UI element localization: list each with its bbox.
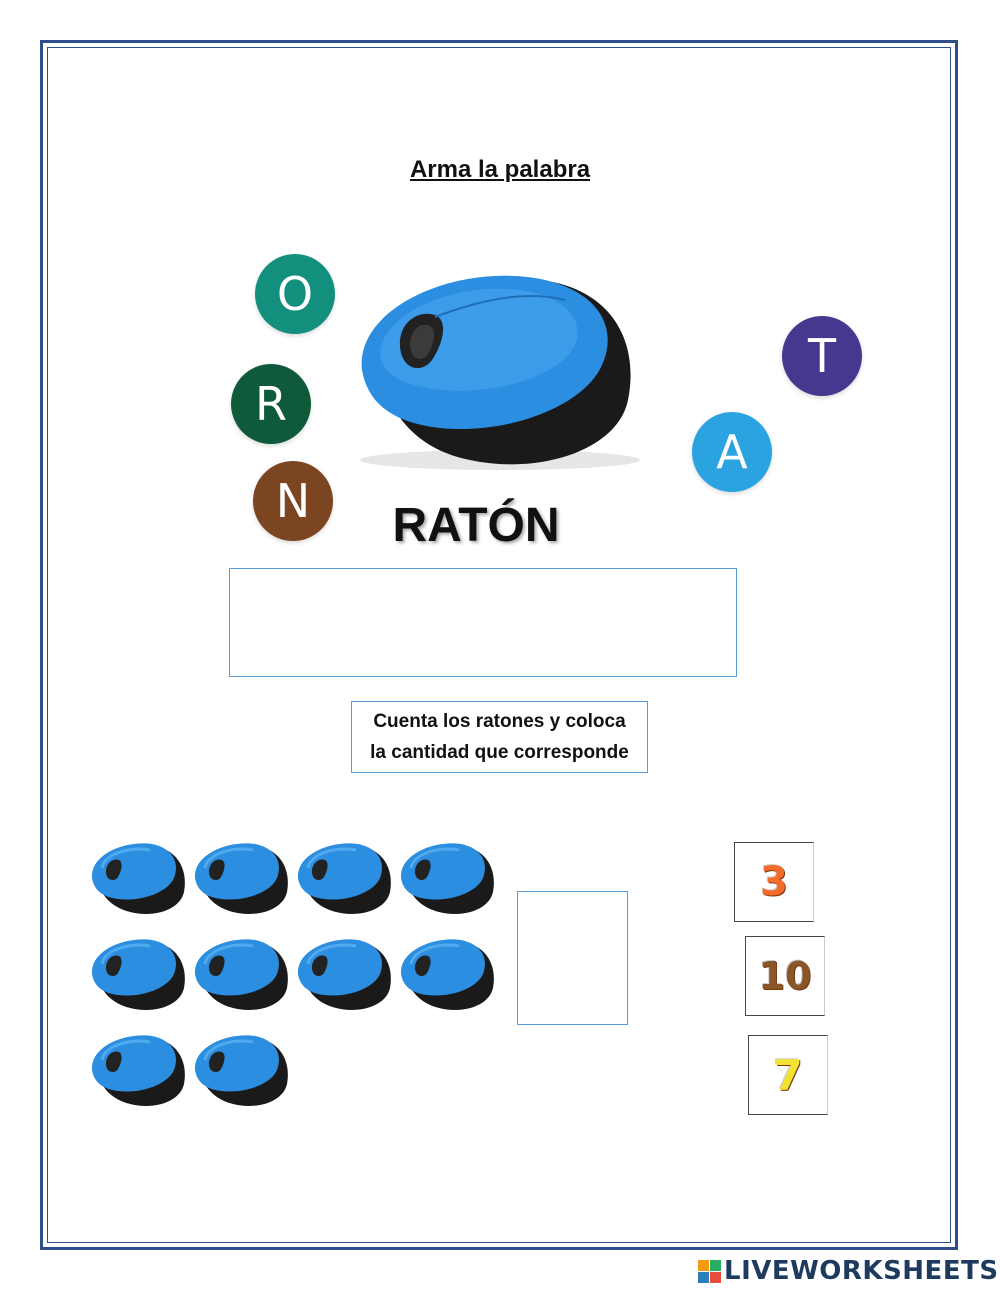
- computer-mouse-image: [340, 260, 650, 480]
- letter-label: O: [276, 267, 314, 321]
- letter-circle-a[interactable]: [692, 412, 772, 492]
- brand-logo-icon: [698, 1260, 721, 1283]
- small-mouse-icon: [397, 840, 497, 918]
- small-mouse-icon: [88, 840, 188, 918]
- letter-circle-n[interactable]: [253, 461, 333, 541]
- instruction-line-1: Cuenta los ratones y coloca: [373, 711, 626, 732]
- small-mouse-icon: [191, 1032, 291, 1110]
- small-mouse-icon: [88, 1032, 188, 1110]
- small-mouse-icon: [294, 840, 394, 918]
- letter-label: R: [255, 377, 287, 431]
- small-mouse-icon: [88, 936, 188, 1014]
- instruction-box: [351, 701, 648, 773]
- count-answer-box[interactable]: [517, 891, 628, 1025]
- word-answer-box[interactable]: [229, 568, 737, 677]
- brand-name: LIVEWORKSHEETS: [724, 1256, 999, 1286]
- small-mouse-icon: [294, 936, 394, 1014]
- target-word: RATÓN: [392, 499, 560, 552]
- letter-label: N: [275, 474, 311, 528]
- number-option-3[interactable]: [734, 842, 814, 922]
- small-mouse-icon: [191, 840, 291, 918]
- letter-circle-r[interactable]: [231, 364, 311, 444]
- small-mouse-icon: [191, 936, 291, 1014]
- small-mouse-icon: [397, 936, 497, 1014]
- letter-circle-t[interactable]: [782, 316, 862, 396]
- number-label: 7: [773, 1050, 803, 1100]
- number-option-7[interactable]: [748, 1035, 828, 1115]
- page-title: Arma la palabra: [409, 156, 591, 183]
- letter-label: A: [716, 425, 748, 479]
- number-option-10[interactable]: [745, 936, 825, 1016]
- number-label: 10: [758, 954, 812, 998]
- letter-circle-o[interactable]: [255, 254, 335, 334]
- liveworksheets-brand: [698, 1256, 999, 1286]
- number-label: 3: [760, 859, 788, 905]
- letter-label: T: [807, 329, 837, 383]
- instruction-line-2: la cantidad que corresponde: [370, 742, 629, 763]
